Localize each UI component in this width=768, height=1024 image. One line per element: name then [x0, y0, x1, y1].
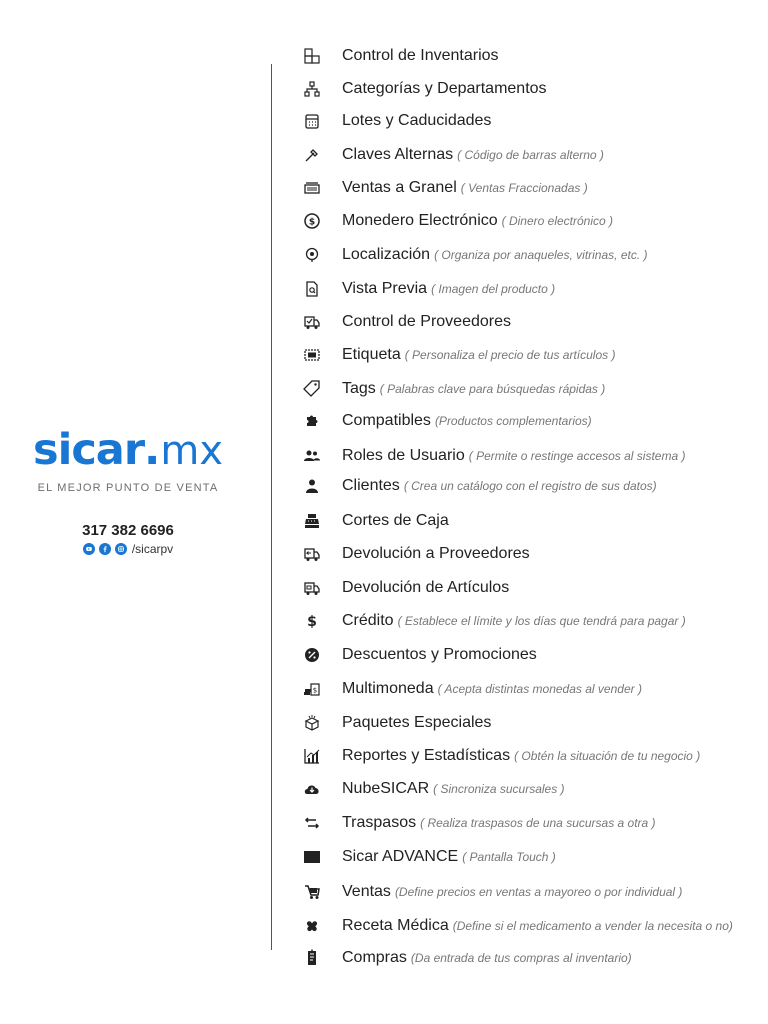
label-icon — [298, 341, 326, 369]
feature-name: Lotes y Caducidades — [342, 112, 492, 129]
feature-item — [298, 574, 509, 602]
feature-name: Compatibles — [342, 412, 431, 429]
location-icon — [298, 241, 326, 269]
feature-note: ( Personaliza el precio de tus artículos ) — [404, 348, 616, 362]
sicar-logo — [28, 425, 228, 482]
feature-name: Receta Médica — [342, 917, 449, 934]
youtube-icon[interactable] — [83, 543, 95, 555]
tag-icon — [298, 375, 326, 403]
feature-note: ( Acepta distintas monedas al vender ) — [437, 682, 642, 696]
feature-item — [298, 241, 648, 269]
feature-item — [298, 275, 555, 303]
multicurrency-icon — [298, 675, 326, 703]
feature-item — [298, 207, 613, 235]
feature-item — [298, 607, 686, 635]
social-handle[interactable]: /sicarpv — [131, 542, 174, 556]
feature-note: (Define precios en ventas a mayoreo o por individual ) — [394, 885, 683, 899]
feature-name: Devolución de Artículos — [342, 579, 510, 596]
feature-name: Sicar ADVANCE — [342, 848, 459, 865]
feature-note: ( Crea un catálogo con el registro de sus datos) — [403, 479, 657, 493]
feature-item — [298, 442, 685, 470]
monitor-icon — [298, 843, 326, 871]
feature-item — [298, 843, 556, 871]
feature-note: ( Establece el límite y los días que tendrá para pagar ) — [397, 614, 686, 628]
feature-item — [298, 341, 615, 369]
logo-name: sicar — [32, 425, 145, 475]
svg-text:$: $ — [308, 217, 316, 228]
feature-name: Control de Proveedores — [342, 313, 511, 330]
feature-name: Claves Alternas — [342, 146, 454, 163]
coin-icon — [298, 207, 326, 235]
facebook-icon[interactable] — [99, 543, 111, 555]
feature-name: Clientes — [342, 477, 400, 494]
feature-name: Roles de Usuario — [342, 447, 465, 464]
feature-note: ( Obtén la situación de tu negocio ) — [514, 749, 701, 763]
feature-item — [298, 75, 547, 103]
feature-item — [298, 407, 592, 435]
feature-name: Monedero Electrónico — [342, 212, 498, 229]
feature-item — [298, 742, 700, 770]
chart-icon — [298, 742, 326, 770]
feature-note: (Productos complementarios) — [434, 414, 592, 428]
feature-name: Compras — [342, 949, 407, 966]
feature-name: Etiqueta — [342, 346, 401, 363]
truck-return-icon — [298, 540, 326, 568]
feature-item — [298, 675, 642, 703]
feature-note: ( Pantalla Touch ) — [462, 850, 556, 864]
hierarchy-icon — [298, 75, 326, 103]
discount-icon — [298, 641, 326, 669]
feature-name: Vista Previa — [342, 280, 428, 297]
tagline: EL MEJOR PUNTO DE VENTA — [37, 482, 219, 494]
preview-icon — [298, 275, 326, 303]
feature-note: ( Código de barras alterno ) — [457, 148, 604, 162]
feature-name: Devolución a Proveedores — [342, 545, 530, 562]
logo-dot: . — [144, 425, 161, 475]
puzzle-icon — [298, 407, 326, 435]
scale-icon — [298, 174, 326, 202]
feature-name: Multimoneda — [342, 680, 434, 697]
purchase-icon — [298, 944, 326, 972]
feature-item — [298, 944, 632, 972]
feature-note: ( Realiza traspasos de una sucursas a otra ) — [420, 816, 656, 830]
transfer-icon — [298, 809, 326, 837]
feature-item — [298, 878, 682, 906]
feature-note: ( Sincroniza sucursales ) — [433, 782, 565, 796]
scanner-icon — [298, 141, 326, 169]
feature-item — [298, 641, 537, 669]
client-icon — [298, 472, 326, 500]
cash-register-icon — [298, 507, 326, 535]
feature-note: ( Ventas Fraccionadas ) — [460, 181, 588, 195]
feature-item — [298, 472, 657, 500]
feature-item — [298, 507, 449, 535]
feature-item — [298, 107, 491, 135]
calendar-icon — [298, 107, 326, 135]
feature-item — [298, 375, 605, 403]
feature-name: Crédito — [342, 612, 394, 629]
feature-item — [298, 308, 511, 336]
truck-return-items-icon — [298, 574, 326, 602]
feature-name: Descuentos y Promociones — [342, 646, 537, 663]
truck-check-icon — [298, 308, 326, 336]
feature-note: (Da entrada de tus compras al inventario) — [410, 951, 632, 965]
feature-item — [298, 141, 604, 169]
cloud-icon — [298, 775, 326, 803]
svg-text:$: $ — [312, 686, 318, 695]
instagram-icon[interactable] — [115, 543, 127, 555]
feature-name: Categorías y Departamentos — [342, 80, 547, 97]
cart-icon — [298, 878, 326, 906]
feature-name: Control de Inventarios — [342, 47, 499, 64]
feature-note: ( Palabras clave para búsquedas rápidas ) — [379, 382, 606, 396]
feature-item — [298, 912, 733, 940]
feature-item — [298, 42, 499, 70]
feature-name: Traspasos — [342, 814, 417, 831]
feature-name: Localización — [342, 246, 431, 263]
feature-note: ( Dinero electrónico ) — [501, 214, 614, 228]
gift-box-icon — [298, 709, 326, 737]
feature-item — [298, 775, 565, 803]
brand-block — [28, 425, 228, 556]
logo-tld: mx — [160, 428, 224, 474]
feature-name: Cortes de Caja — [342, 512, 449, 529]
feature-item — [298, 809, 656, 837]
feature-name: Paquetes Especiales — [342, 714, 492, 731]
feature-name: Tags — [342, 380, 376, 397]
svg-text:$: $ — [307, 614, 317, 630]
feature-item — [298, 540, 530, 568]
feature-note: ( Imagen del producto ) — [431, 282, 556, 296]
social-links — [28, 542, 228, 556]
feature-note: ( Organiza por anaqueles, vitrinas, etc. ) — [434, 248, 648, 262]
inventory-icon — [298, 42, 326, 70]
feature-note: (Define si el medicamento a vender la necesita o no) — [452, 919, 733, 933]
feature-name: Ventas — [342, 883, 391, 900]
feature-note: ( Permite o restinge accesos al sistema ) — [468, 449, 686, 463]
phone-number: 317 382 6696 — [82, 522, 174, 539]
users-icon — [298, 442, 326, 470]
pills-icon — [298, 912, 326, 940]
vertical-divider — [271, 64, 272, 950]
feature-name: Reportes y Estadísticas — [342, 747, 511, 764]
dollar-icon — [298, 607, 326, 635]
feature-name: Ventas a Granel — [342, 179, 457, 196]
feature-item — [298, 709, 491, 737]
feature-name: NubeSICAR — [342, 780, 430, 797]
feature-item — [298, 174, 588, 202]
